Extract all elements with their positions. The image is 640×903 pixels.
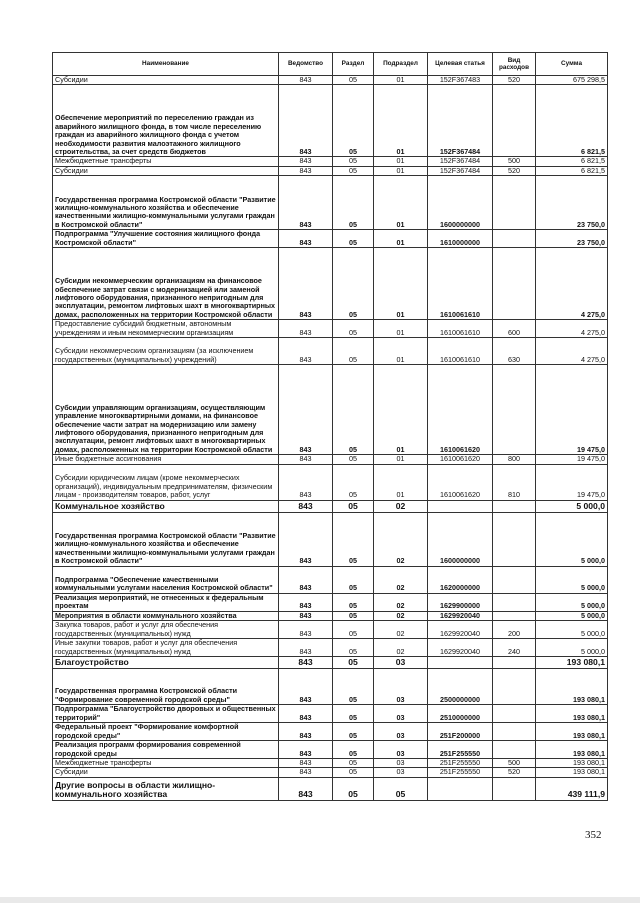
- cell-razdel: 05: [333, 639, 374, 657]
- cell-expense-type: 500: [493, 157, 536, 166]
- cell-podrazdel: 03: [374, 768, 428, 777]
- cell-expense-type: [493, 248, 536, 320]
- cell-vedomstvo: 843: [279, 157, 333, 166]
- cell-sum: 193 080,1: [536, 669, 608, 705]
- cell-name: Государственная программа Костромской области "Развитие жилищно-коммунального хозяйства и обеспечение качественными жилищно-коммунальными услугами граждан в Костромской области": [53, 512, 279, 566]
- cell-podrazdel: 05: [374, 777, 428, 800]
- cell-target-article: [428, 777, 493, 800]
- cell-name: Субсидии: [53, 166, 279, 175]
- cell-razdel: 05: [333, 566, 374, 593]
- cell-name: Реализация мероприятий, не отнесенных к федеральным проектам: [53, 593, 279, 611]
- cell-name: Субсидии некоммерческим организациям (за исключением государственных (муниципальных) учреждений): [53, 338, 279, 365]
- table-row: [53, 566, 608, 593]
- table-row: [53, 176, 608, 230]
- cell-podrazdel: 01: [374, 76, 428, 85]
- cell-vedomstvo: 843: [279, 639, 333, 657]
- cell-sum: 193 080,1: [536, 657, 608, 669]
- cell-expense-type: [493, 230, 536, 248]
- cell-target-article: 1610061610: [428, 338, 493, 365]
- table-row: [53, 669, 608, 705]
- cell-podrazdel: 01: [374, 455, 428, 464]
- cell-podrazdel: 02: [374, 611, 428, 620]
- cell-expense-type: [493, 669, 536, 705]
- cell-expense-type: [493, 365, 536, 455]
- cell-sum: 193 080,1: [536, 705, 608, 723]
- cell-name: Реализация программ формирования современной городской среды: [53, 741, 279, 759]
- page-bottom-edge: [0, 897, 640, 903]
- cell-target-article: 251F200000: [428, 723, 493, 741]
- cell-expense-type: [493, 85, 536, 157]
- cell-name: Подпрограмма "Улучшение состояния жилищного фонда Костромской области": [53, 230, 279, 248]
- cell-vedomstvo: 843: [279, 566, 333, 593]
- cell-expense-type: [493, 500, 536, 512]
- cell-razdel: 05: [333, 157, 374, 166]
- cell-target-article: 1620000000: [428, 566, 493, 593]
- cell-razdel: 05: [333, 166, 374, 175]
- cell-target-article: 1610061610: [428, 248, 493, 320]
- cell-podrazdel: 01: [374, 230, 428, 248]
- cell-target-article: 1610061620: [428, 455, 493, 464]
- table-row: [53, 741, 608, 759]
- table-header-row: [53, 53, 608, 76]
- cell-razdel: 05: [333, 85, 374, 157]
- cell-expense-type: 200: [493, 621, 536, 639]
- cell-razdel: 05: [333, 768, 374, 777]
- cell-expense-type: 520: [493, 768, 536, 777]
- cell-target-article: 251F255550: [428, 759, 493, 768]
- cell-podrazdel: 01: [374, 157, 428, 166]
- cell-expense-type: [493, 741, 536, 759]
- table-row: [53, 512, 608, 566]
- cell-target-article: 152F367484: [428, 166, 493, 175]
- cell-expense-type: [493, 566, 536, 593]
- cell-target-article: 2510000000: [428, 705, 493, 723]
- cell-sum: 23 750,0: [536, 176, 608, 230]
- cell-name: Государственная программа Костромской области "Формирование современной городской среды": [53, 669, 279, 705]
- cell-vedomstvo: 843: [279, 621, 333, 639]
- cell-expense-type: [493, 657, 536, 669]
- cell-podrazdel: 02: [374, 566, 428, 593]
- table-row: [53, 464, 608, 500]
- cell-podrazdel: 02: [374, 512, 428, 566]
- cell-sum: 5 000,0: [536, 639, 608, 657]
- cell-target-article: 152F367484: [428, 157, 493, 166]
- table-row: [53, 768, 608, 777]
- cell-name: Мероприятия в области коммунального хозяйства: [53, 611, 279, 620]
- cell-expense-type: 630: [493, 338, 536, 365]
- cell-name: Благоустройство: [53, 657, 279, 669]
- table-row: [53, 76, 608, 85]
- cell-vedomstvo: 843: [279, 166, 333, 175]
- cell-razdel: 05: [333, 512, 374, 566]
- cell-podrazdel: 01: [374, 338, 428, 365]
- cell-podrazdel: 01: [374, 320, 428, 338]
- cell-podrazdel: 03: [374, 759, 428, 768]
- cell-vedomstvo: 843: [279, 705, 333, 723]
- cell-target-article: [428, 657, 493, 669]
- cell-razdel: 05: [333, 759, 374, 768]
- table-row: [53, 705, 608, 723]
- cell-sum: 439 111,9: [536, 777, 608, 800]
- cell-target-article: 1629920040: [428, 621, 493, 639]
- cell-sum: 19 475,0: [536, 455, 608, 464]
- cell-expense-type: 600: [493, 320, 536, 338]
- cell-vedomstvo: 843: [279, 230, 333, 248]
- header-target-article: Целевая статья: [428, 53, 493, 76]
- header-podrazdel: Подраздел: [374, 53, 428, 76]
- table-row: [53, 639, 608, 657]
- cell-vedomstvo: 843: [279, 723, 333, 741]
- cell-vedomstvo: 843: [279, 320, 333, 338]
- cell-expense-type: 500: [493, 759, 536, 768]
- cell-razdel: 05: [333, 338, 374, 365]
- cell-name: Коммунальное хозяйство: [53, 500, 279, 512]
- cell-expense-type: 800: [493, 455, 536, 464]
- header-razdel: Раздел: [333, 53, 374, 76]
- cell-podrazdel: 03: [374, 723, 428, 741]
- cell-name: Закупка товаров, работ и услуг для обеспечения государственных (муниципальных) нужд: [53, 621, 279, 639]
- cell-name: Государственная программа Костромской области "Развитие жилищно-коммунального хозяйства и обеспечение качественными жилищно-коммунальными услугами граждан в Костромской области": [53, 176, 279, 230]
- cell-vedomstvo: 843: [279, 365, 333, 455]
- cell-sum: 4 275,0: [536, 248, 608, 320]
- table-row: [53, 338, 608, 365]
- cell-vedomstvo: 843: [279, 85, 333, 157]
- cell-sum: 5 000,0: [536, 593, 608, 611]
- cell-podrazdel: 03: [374, 705, 428, 723]
- table-row: [53, 166, 608, 175]
- cell-target-article: 1610061620: [428, 365, 493, 455]
- cell-podrazdel: 01: [374, 248, 428, 320]
- cell-podrazdel: 01: [374, 85, 428, 157]
- table-row: [53, 777, 608, 800]
- cell-name: Субсидии управляющим организациям, осуществляющим управление многоквартирными домами, на финансовое обеспечение части затрат на модернизацию или замену лифтового оборудования, признанного непригодным для эксплуатации, ремонт лифтовых шахт в многоквартирных домах, расположенных на территории Костромской области: [53, 365, 279, 455]
- cell-target-article: 1610061610: [428, 320, 493, 338]
- cell-razdel: 05: [333, 320, 374, 338]
- table-row: [53, 759, 608, 768]
- cell-sum: 6 821,5: [536, 85, 608, 157]
- table-row: [53, 455, 608, 464]
- cell-vedomstvo: 843: [279, 176, 333, 230]
- header-name: Наименование: [53, 53, 279, 76]
- cell-sum: 5 000,0: [536, 512, 608, 566]
- cell-vedomstvo: 843: [279, 455, 333, 464]
- cell-razdel: 05: [333, 464, 374, 500]
- cell-vedomstvo: 843: [279, 248, 333, 320]
- table-body: [53, 76, 608, 801]
- cell-razdel: 05: [333, 76, 374, 85]
- cell-expense-type: [493, 593, 536, 611]
- cell-name: Обеспечение мероприятий по переселению граждан из аварийного жилищного фонда, в том числе переселению граждан из аварийного жилищного фонда с учетом необходимости развития малоэтажного жилищного строительства, за счет средств бюджетов: [53, 85, 279, 157]
- cell-sum: 5 000,0: [536, 611, 608, 620]
- cell-podrazdel: 01: [374, 464, 428, 500]
- cell-podrazdel: 02: [374, 621, 428, 639]
- cell-vedomstvo: 843: [279, 464, 333, 500]
- cell-razdel: 05: [333, 669, 374, 705]
- cell-sum: 19 475,0: [536, 365, 608, 455]
- cell-razdel: 05: [333, 248, 374, 320]
- cell-vedomstvo: 843: [279, 669, 333, 705]
- table-row: [53, 320, 608, 338]
- cell-podrazdel: 03: [374, 657, 428, 669]
- cell-sum: 6 821,5: [536, 166, 608, 175]
- cell-name: Подпрограмма "Благоустройство дворовых и общественных территорий": [53, 705, 279, 723]
- cell-vedomstvo: 843: [279, 593, 333, 611]
- header-vedomstvo: Ведомство: [279, 53, 333, 76]
- table-row: [53, 365, 608, 455]
- cell-razdel: 05: [333, 611, 374, 620]
- cell-sum: 193 080,1: [536, 741, 608, 759]
- cell-vedomstvo: 843: [279, 512, 333, 566]
- cell-name: Подпрограмма "Обеспечение качественными коммунальными услугами населения Костромской области": [53, 566, 279, 593]
- cell-expense-type: 520: [493, 166, 536, 175]
- cell-razdel: 05: [333, 657, 374, 669]
- cell-vedomstvo: 843: [279, 768, 333, 777]
- cell-sum: 5 000,0: [536, 621, 608, 639]
- table-row: [53, 723, 608, 741]
- cell-razdel: 05: [333, 777, 374, 800]
- cell-target-article: [428, 500, 493, 512]
- cell-sum: 675 298,5: [536, 76, 608, 85]
- cell-vedomstvo: 843: [279, 759, 333, 768]
- cell-podrazdel: 03: [374, 741, 428, 759]
- cell-sum: 193 080,1: [536, 723, 608, 741]
- cell-target-article: 1629900000: [428, 593, 493, 611]
- table-row: [53, 657, 608, 669]
- cell-name: Иные закупки товаров, работ и услуг для обеспечения государственных (муниципальных) нужд: [53, 639, 279, 657]
- table-row: [53, 621, 608, 639]
- cell-name: Межбюджетные трансферты: [53, 157, 279, 166]
- cell-sum: 6 821,5: [536, 157, 608, 166]
- cell-name: Иные бюджетные ассигнования: [53, 455, 279, 464]
- cell-razdel: 05: [333, 230, 374, 248]
- cell-target-article: 1600000000: [428, 512, 493, 566]
- table-row: [53, 230, 608, 248]
- cell-target-article: 1629920040: [428, 611, 493, 620]
- table-row: [53, 248, 608, 320]
- header-sum: Сумма: [536, 53, 608, 76]
- table-row: [53, 85, 608, 157]
- table-row: [53, 500, 608, 512]
- cell-expense-type: [493, 611, 536, 620]
- cell-expense-type: 810: [493, 464, 536, 500]
- cell-name: Федеральный проект "Формирование комфортной городской среды": [53, 723, 279, 741]
- cell-name: Межбюджетные трансферты: [53, 759, 279, 768]
- cell-target-article: 152F367483: [428, 76, 493, 85]
- cell-razdel: 05: [333, 176, 374, 230]
- cell-target-article: 251F255550: [428, 741, 493, 759]
- cell-expense-type: [493, 705, 536, 723]
- cell-vedomstvo: 843: [279, 76, 333, 85]
- cell-sum: 19 475,0: [536, 464, 608, 500]
- cell-expense-type: 520: [493, 76, 536, 85]
- cell-podrazdel: 02: [374, 500, 428, 512]
- cell-target-article: 2500000000: [428, 669, 493, 705]
- header-expense-type: Вид расходов: [493, 53, 536, 76]
- cell-razdel: 05: [333, 593, 374, 611]
- cell-vedomstvo: 843: [279, 500, 333, 512]
- cell-vedomstvo: 843: [279, 611, 333, 620]
- cell-razdel: 05: [333, 705, 374, 723]
- cell-expense-type: [493, 723, 536, 741]
- cell-podrazdel: 02: [374, 593, 428, 611]
- cell-name: Субсидии некоммерческим организациям на финансовое обеспечение затрат связи с модернизацией или заменой лифтового оборудования, признанного непригодным для эксплуатации, ремонтом лифтовых шахт в многоквартирных домах, расположенных на территории Костромской области: [53, 248, 279, 320]
- cell-razdel: 05: [333, 621, 374, 639]
- cell-razdel: 05: [333, 500, 374, 512]
- budget-table: [52, 52, 608, 801]
- cell-name: Субсидии: [53, 768, 279, 777]
- cell-vedomstvo: 843: [279, 338, 333, 365]
- cell-sum: 4 275,0: [536, 320, 608, 338]
- cell-vedomstvo: 843: [279, 777, 333, 800]
- cell-target-article: 1610061620: [428, 464, 493, 500]
- cell-expense-type: 240: [493, 639, 536, 657]
- cell-vedomstvo: 843: [279, 741, 333, 759]
- cell-razdel: 05: [333, 723, 374, 741]
- cell-vedomstvo: 843: [279, 657, 333, 669]
- cell-target-article: 1629920040: [428, 639, 493, 657]
- cell-name: Субсидии юридическим лицам (кроме некоммерческих организаций), индивидуальным предпринимателям, физическим лицам - производителям товаров, работ, услуг: [53, 464, 279, 500]
- cell-target-article: 1600000000: [428, 176, 493, 230]
- cell-name: Субсидии: [53, 76, 279, 85]
- cell-expense-type: [493, 777, 536, 800]
- cell-target-article: 152F367484: [428, 85, 493, 157]
- cell-sum: 5 000,0: [536, 566, 608, 593]
- table-row: [53, 157, 608, 166]
- cell-expense-type: [493, 176, 536, 230]
- cell-sum: 193 080,1: [536, 759, 608, 768]
- cell-sum: 23 750,0: [536, 230, 608, 248]
- cell-sum: 5 000,0: [536, 500, 608, 512]
- cell-target-article: 1610000000: [428, 230, 493, 248]
- cell-name: Предоставление субсидий бюджетным, автономным учреждениям и иным некоммерческим организациям: [53, 320, 279, 338]
- cell-name: Другие вопросы в области жилищно-коммунального хозяйства: [53, 777, 279, 800]
- table-row: [53, 611, 608, 620]
- cell-sum: 193 080,1: [536, 768, 608, 777]
- cell-podrazdel: 01: [374, 365, 428, 455]
- cell-podrazdel: 01: [374, 176, 428, 230]
- cell-expense-type: [493, 512, 536, 566]
- cell-sum: 4 275,0: [536, 338, 608, 365]
- cell-podrazdel: 02: [374, 639, 428, 657]
- cell-podrazdel: 03: [374, 669, 428, 705]
- table-row: [53, 593, 608, 611]
- page-number: 352: [585, 829, 602, 841]
- cell-podrazdel: 01: [374, 166, 428, 175]
- cell-target-article: 251F255550: [428, 768, 493, 777]
- cell-razdel: 05: [333, 365, 374, 455]
- cell-razdel: 05: [333, 455, 374, 464]
- cell-razdel: 05: [333, 741, 374, 759]
